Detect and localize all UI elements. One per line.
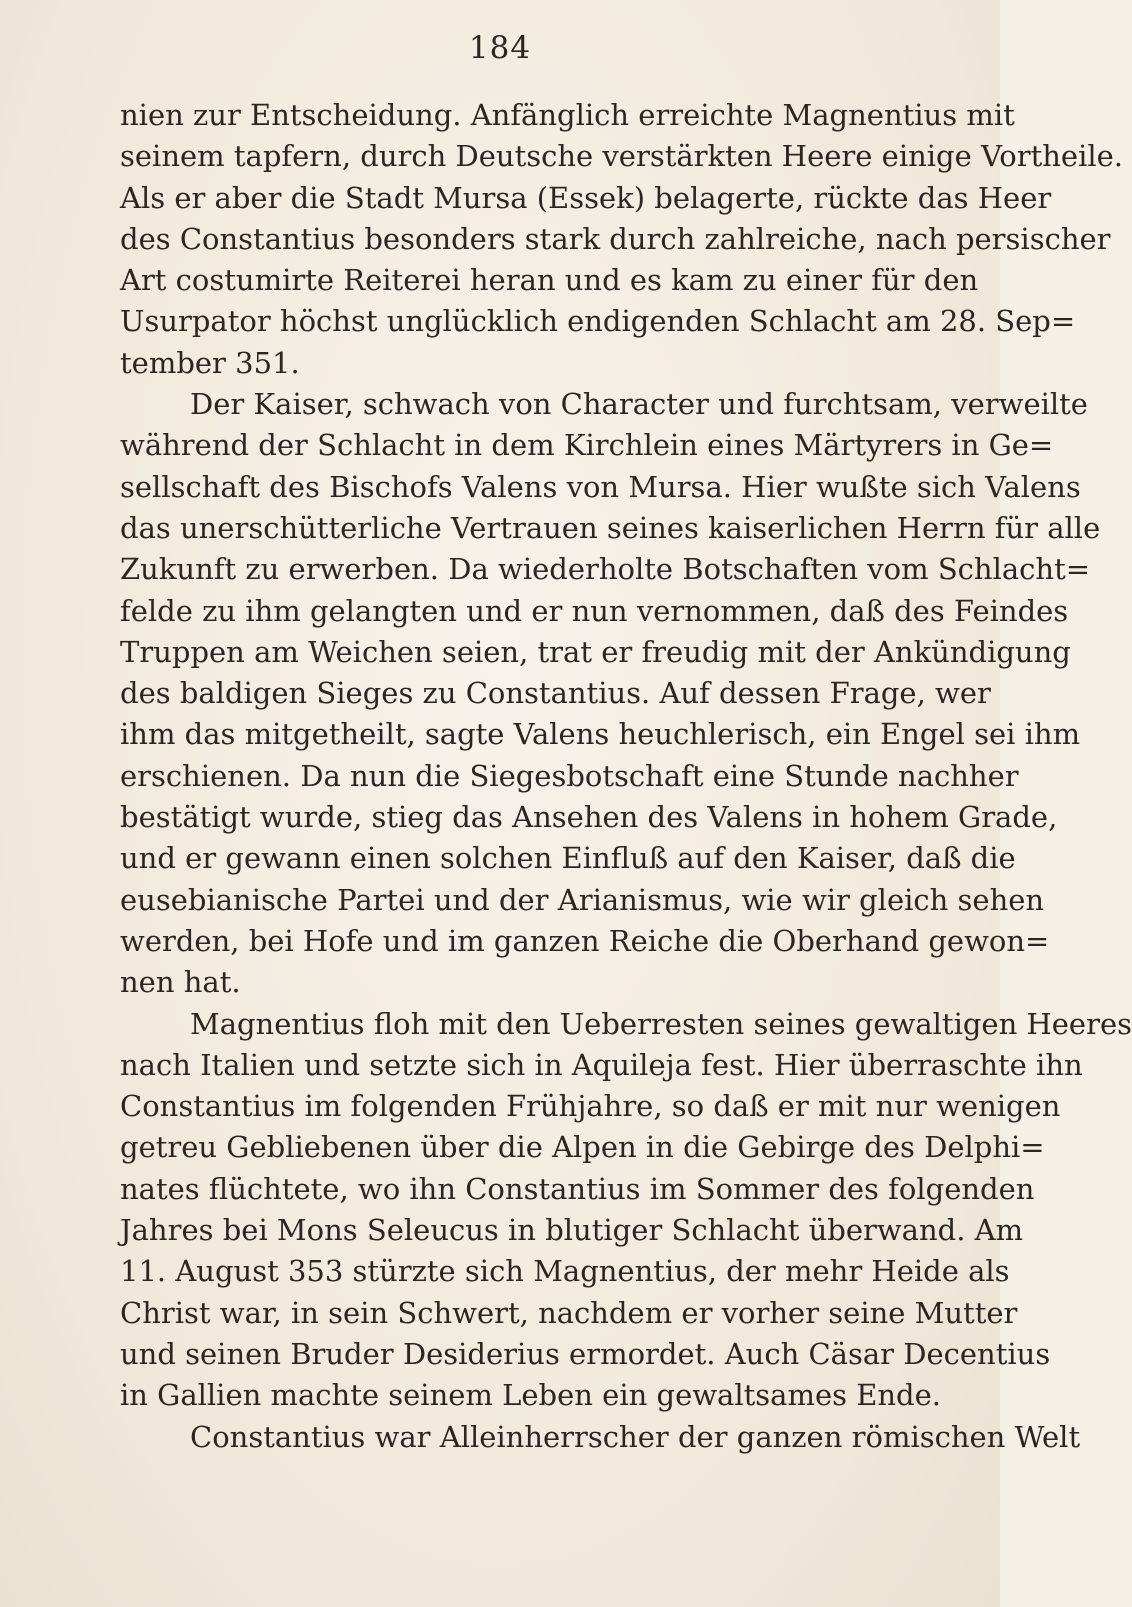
- text-line: Magnentius floh mit den Ueberresten seines gewaltigen Heeres: [190, 1006, 1132, 1041]
- text-line: seinem tapfern, durch Deutsche verstärkten Heere einige Vortheile.: [120, 139, 1124, 174]
- text-line: Art costumirte Reiterei heran und es kam zu einer für den: [120, 263, 979, 298]
- text-line: erschienen. Da nun die Siegesbotschaft eine Stunde nachher: [120, 758, 1019, 793]
- text-line: Christ war, in sein Schwert, nachdem er vorher seine Mutter: [120, 1295, 1018, 1330]
- text-line: sellschaft des Bischofs Valens von Mursa. Hier wußte sich Valens: [120, 469, 1081, 504]
- text-line: Constantius war Alleinherrscher der ganzen römischen Welt: [190, 1419, 1081, 1454]
- text-line: nach Italien und setzte sich in Aquileja fest. Hier überraschte ihn: [120, 1047, 1083, 1082]
- text-line: nates flüchtete, wo ihn Constantius im Sommer des folgenden: [120, 1171, 1035, 1206]
- text-line: Jahres bei Mons Seleucus in blutiger Schlacht überwand. Am: [120, 1213, 1024, 1248]
- text-line: des Constantius besonders stark durch zahlreiche, nach persischer: [120, 221, 1111, 256]
- text-line: Zukunft zu erwerben. Da wiederholte Botschaften vom Schlacht=: [120, 552, 1091, 587]
- text-line: Truppen am Weichen seien, trat er freudig mit der Ankündigung: [120, 634, 1071, 669]
- text-line: während der Schlacht in dem Kirchlein eines Märtyrers in Ge=: [120, 428, 1054, 463]
- text-line: felde zu ihm gelangten und er nun vernommen, daß des Feindes: [120, 593, 1069, 628]
- body-text: [120, 95, 1132, 1458]
- text-line: werden, bei Hofe und im ganzen Reiche die Oberhand gewon=: [120, 923, 1050, 958]
- text-line: Als er aber die Stadt Mursa (Essek) belagerte, rückte das Heer: [120, 180, 1052, 215]
- page-number: 184: [468, 30, 532, 66]
- text-line: und seinen Bruder Desiderius ermordet. Auch Cäsar Decentius: [120, 1336, 1051, 1371]
- text-line: tember 351.: [120, 345, 300, 380]
- text-line: bestätigt wurde, stieg das Ansehen des Valens in hohem Grade,: [120, 800, 1058, 835]
- text-line: eusebianische Partei und der Arianismus, wie wir gleich sehen: [120, 882, 1045, 917]
- text-line: des baldigen Sieges zu Constantius. Auf dessen Frage, wer: [120, 676, 991, 711]
- text-line: Der Kaiser, schwach von Character und furchtsam, verweilte: [190, 387, 1088, 422]
- text-line: das unerschütterliche Vertrauen seines kaiserlichen Herrn für alle: [120, 510, 1101, 545]
- text-line: und er gewann einen solchen Einfluß auf den Kaiser, daß die: [120, 841, 1016, 876]
- text-line: Usurpator höchst unglücklich endigenden Schlacht am 28. Sep=: [120, 304, 1076, 339]
- text-line: ihm das mitgetheilt, sagte Valens heuchlerisch, ein Engel sei ihm: [120, 717, 1081, 752]
- text-line: in Gallien machte seinem Leben ein gewaltsames Ende.: [120, 1378, 941, 1413]
- text-line: 11. August 353 stürzte sich Magnentius, der mehr Heide als: [120, 1254, 1010, 1289]
- text-line: getreu Gebliebenen über die Alpen in die Gebirge des Delphi=: [120, 1130, 1045, 1165]
- text-line: nen hat.: [120, 965, 241, 1000]
- text-line: nien zur Entscheidung. Anfänglich erreichte Magnentius mit: [120, 98, 1015, 132]
- text-line: Constantius im folgenden Frühjahre, so daß er mit nur wenigen: [120, 1089, 1061, 1124]
